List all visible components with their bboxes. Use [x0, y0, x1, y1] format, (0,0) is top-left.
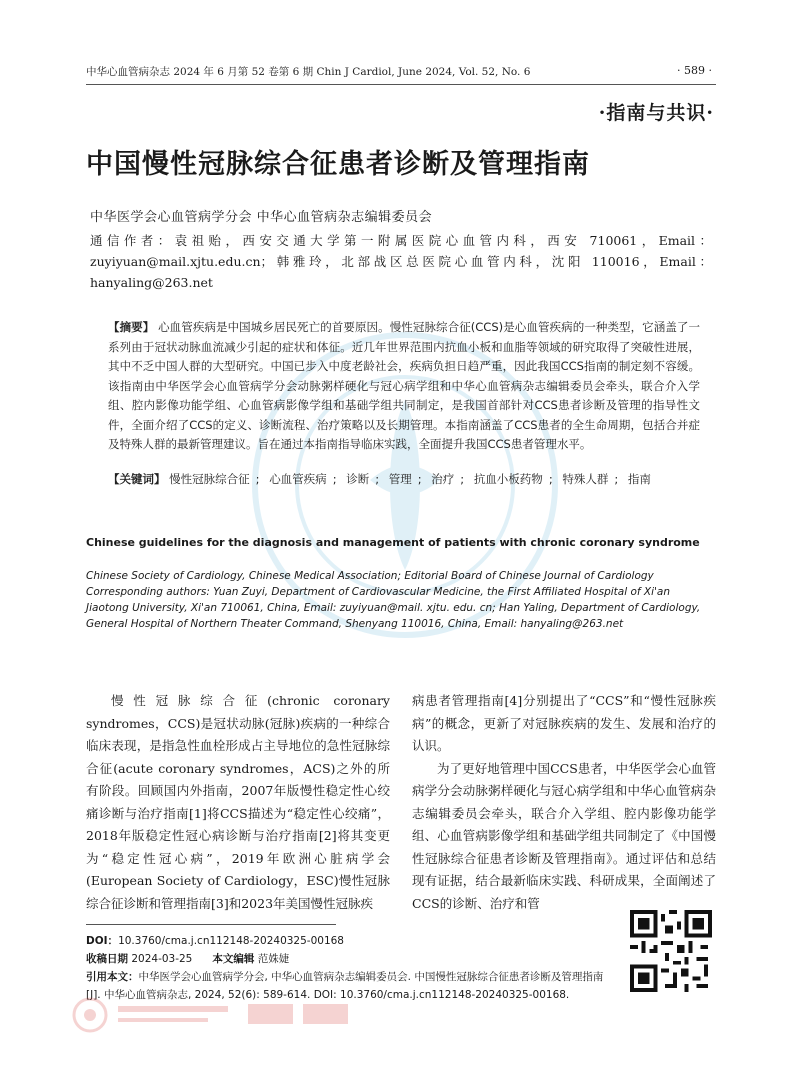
- keyword: 诊断: [346, 472, 370, 486]
- body-paragraph: 慢性冠脉综合征(chronic coronary syndromes，CCS)是冠状动脉(冠脉)疾病的一种综合临床表现，是指急性血栓形成占主导地位的急性冠脉综合征(acute coronary syndromes，ACS)之外的所有阶段。回顾国内外指南，2007年版慢性稳定性心绞痛诊断与治疗指南[1]将CCS描述为“稳定性心绞痛”，2018年版稳定性冠心病诊断与治疗指南[2]将其变更为“稳定性冠心病”，2019年欧洲心脏病学会(European Society of Cardiology，ESC)慢性冠脉综合征诊断和管理指南[3]和2023年美国慢性冠脉疾: [86, 693, 390, 911]
- running-head: 中华心血管病杂志 2024 年 6 月第 52 卷第 6 期 Chin J Cardiol, June 2024, Vol. 52, No. 6: [86, 66, 531, 78]
- doi-label: DOI：: [86, 935, 119, 947]
- keyword: 心血管疾病: [269, 472, 327, 486]
- keyword: 慢性冠脉综合征: [169, 472, 250, 486]
- section-tag: ·指南与共识·: [598, 102, 714, 124]
- cite-text: 中华医学会心血管病学分会, 中华心血管病杂志编辑委员会. 中国慢性冠脉综合征患者诊断及管理指南[J]. 中华心血管病杂志, 2024, 52(6): 589-614. DOI: 10.3760/cma.j.cn112148-20240325-00168.: [86, 971, 604, 1001]
- footer-divider: [86, 924, 336, 925]
- doi-link[interactable]: 10.3760/cma.j.cn112148-20240325-00168: [118, 935, 344, 947]
- body-column-right: [412, 690, 716, 915]
- keywords-label: 【关键词】: [108, 472, 166, 486]
- editor-name: 范姝婕: [257, 953, 290, 965]
- body-paragraph: 为了更好地管理中国CCS患者，中华医学会心血管病学分会动脉粥样硬化与冠心病学组和中华心血管病杂志编辑委员会牵头，联合介入学组、腔内影像功能学组、心血管病影像学组和基础学组共同制定了《中国慢性冠脉综合征患者诊断及管理指南》。通过评估和总结现有证据，结合最新临床实践、科研成果，全面阐述了CCS的诊断、治疗和管: [412, 760, 716, 911]
- received-label: 收稿日期: [86, 953, 128, 965]
- authors: 中华医学会心血管病学分会 中华心血管病杂志编辑委员会: [90, 210, 433, 225]
- dates-line: [86, 950, 606, 968]
- doi-line: [86, 932, 606, 950]
- english-corresponding: Corresponding authors: Yuan Zuyi, Department of Cardiovascular Medicine, the First Affiliated Hospital of Xi'an Jiaotong University, Xi'an 710061, China, Email: zuyiyuan@mail. xjtu. edu. cn; Han Yaling, Department of Cardiology, General Hospital of Northern Theater Command, Shenyang 110016, China, Email: hanyaling@263.net: [86, 586, 701, 630]
- body-column-left: [86, 690, 390, 915]
- keyword: 治疗: [431, 472, 455, 486]
- qr-code-icon[interactable]: [630, 910, 712, 992]
- editor-label: 本文编辑: [212, 953, 255, 965]
- corresponding-authors: 通信作者：袁祖贻，西安交通大学第一附属医院心血管内科，西安 710061，Email：zuyiyuan@mail.xjtu.edu.cn；韩雅玲，北部战区总医院心血管内科，沈阳 110016，Email：hanyaling@263.net: [90, 233, 712, 290]
- body-paragraph: 病患者管理指南[4]分别提出了“CCS”和“慢性冠脉疾病”的概念，更新了对冠脉疾病的发生、发展和治疗的认识。: [412, 693, 716, 753]
- keyword: 指南: [627, 472, 651, 486]
- abstract: [108, 318, 700, 455]
- cite-label: 引用本文：: [86, 971, 139, 983]
- abstract-label: 【摘要】: [108, 320, 155, 334]
- keyword: 特殊人群: [562, 472, 609, 486]
- header-divider: [86, 84, 716, 85]
- english-authors: Chinese Society of Cardiology, Chinese Medical Association; Editorial Board of Chinese Journal of Cardiology: [86, 570, 654, 582]
- keyword: 管理: [388, 472, 412, 486]
- keywords: 【关键词】 慢性冠脉综合征 ; 心血管疾病 ; 诊断 ; 管理 ; 治疗 ; 抗血小板药物 ; 特殊人群 ; 指南: [108, 472, 651, 486]
- abstract-text: 心血管疾病是中国城乡居民死亡的首要原因。慢性冠脉综合征(CCS)是心血管疾病的一种类型，它涵盖了一系列由于冠状动脉血流减少引起的症状和体征。近几年世界范围内抗血小板和血脂等领域的研究取得了突破性进展，其中不乏中国人群的大型研究。中国已步入中度老龄社会，疾病负担日趋严重，因此我国CCS指南的制定刻不容缓。该指南由中华医学会心血管病学分会动脉粥样硬化与冠心病学组和中华心血管病杂志编辑委员会牵头，联合介入学组、腔内影像功能学组、心血管病影像学组和基础学组共同制定，是我国首部针对CCS患者诊断及管理的指导性文件，全面介绍了CCS的定义、诊断流程、治疗策略以及长期管理。本指南涵盖了CCS患者的全生命周期，包括合并症及特殊人群的最新管理建议。旨在通过本指南指导临床实践，全面提升我国CCS患者管理水平。: [108, 320, 701, 451]
- page-number: · 589 ·: [677, 64, 712, 77]
- keyword: 抗血小板药物: [473, 472, 543, 486]
- english-title: Chinese guidelines for the diagnosis and management of patients with chronic coronary syndrome: [86, 536, 700, 549]
- publisher-logo-icon: [68, 990, 368, 1040]
- english-authors-block: [86, 568, 706, 632]
- received-date: 2024-03-25: [131, 953, 193, 965]
- article-title: 中国慢性冠脉综合征患者诊断及管理指南: [86, 149, 590, 180]
